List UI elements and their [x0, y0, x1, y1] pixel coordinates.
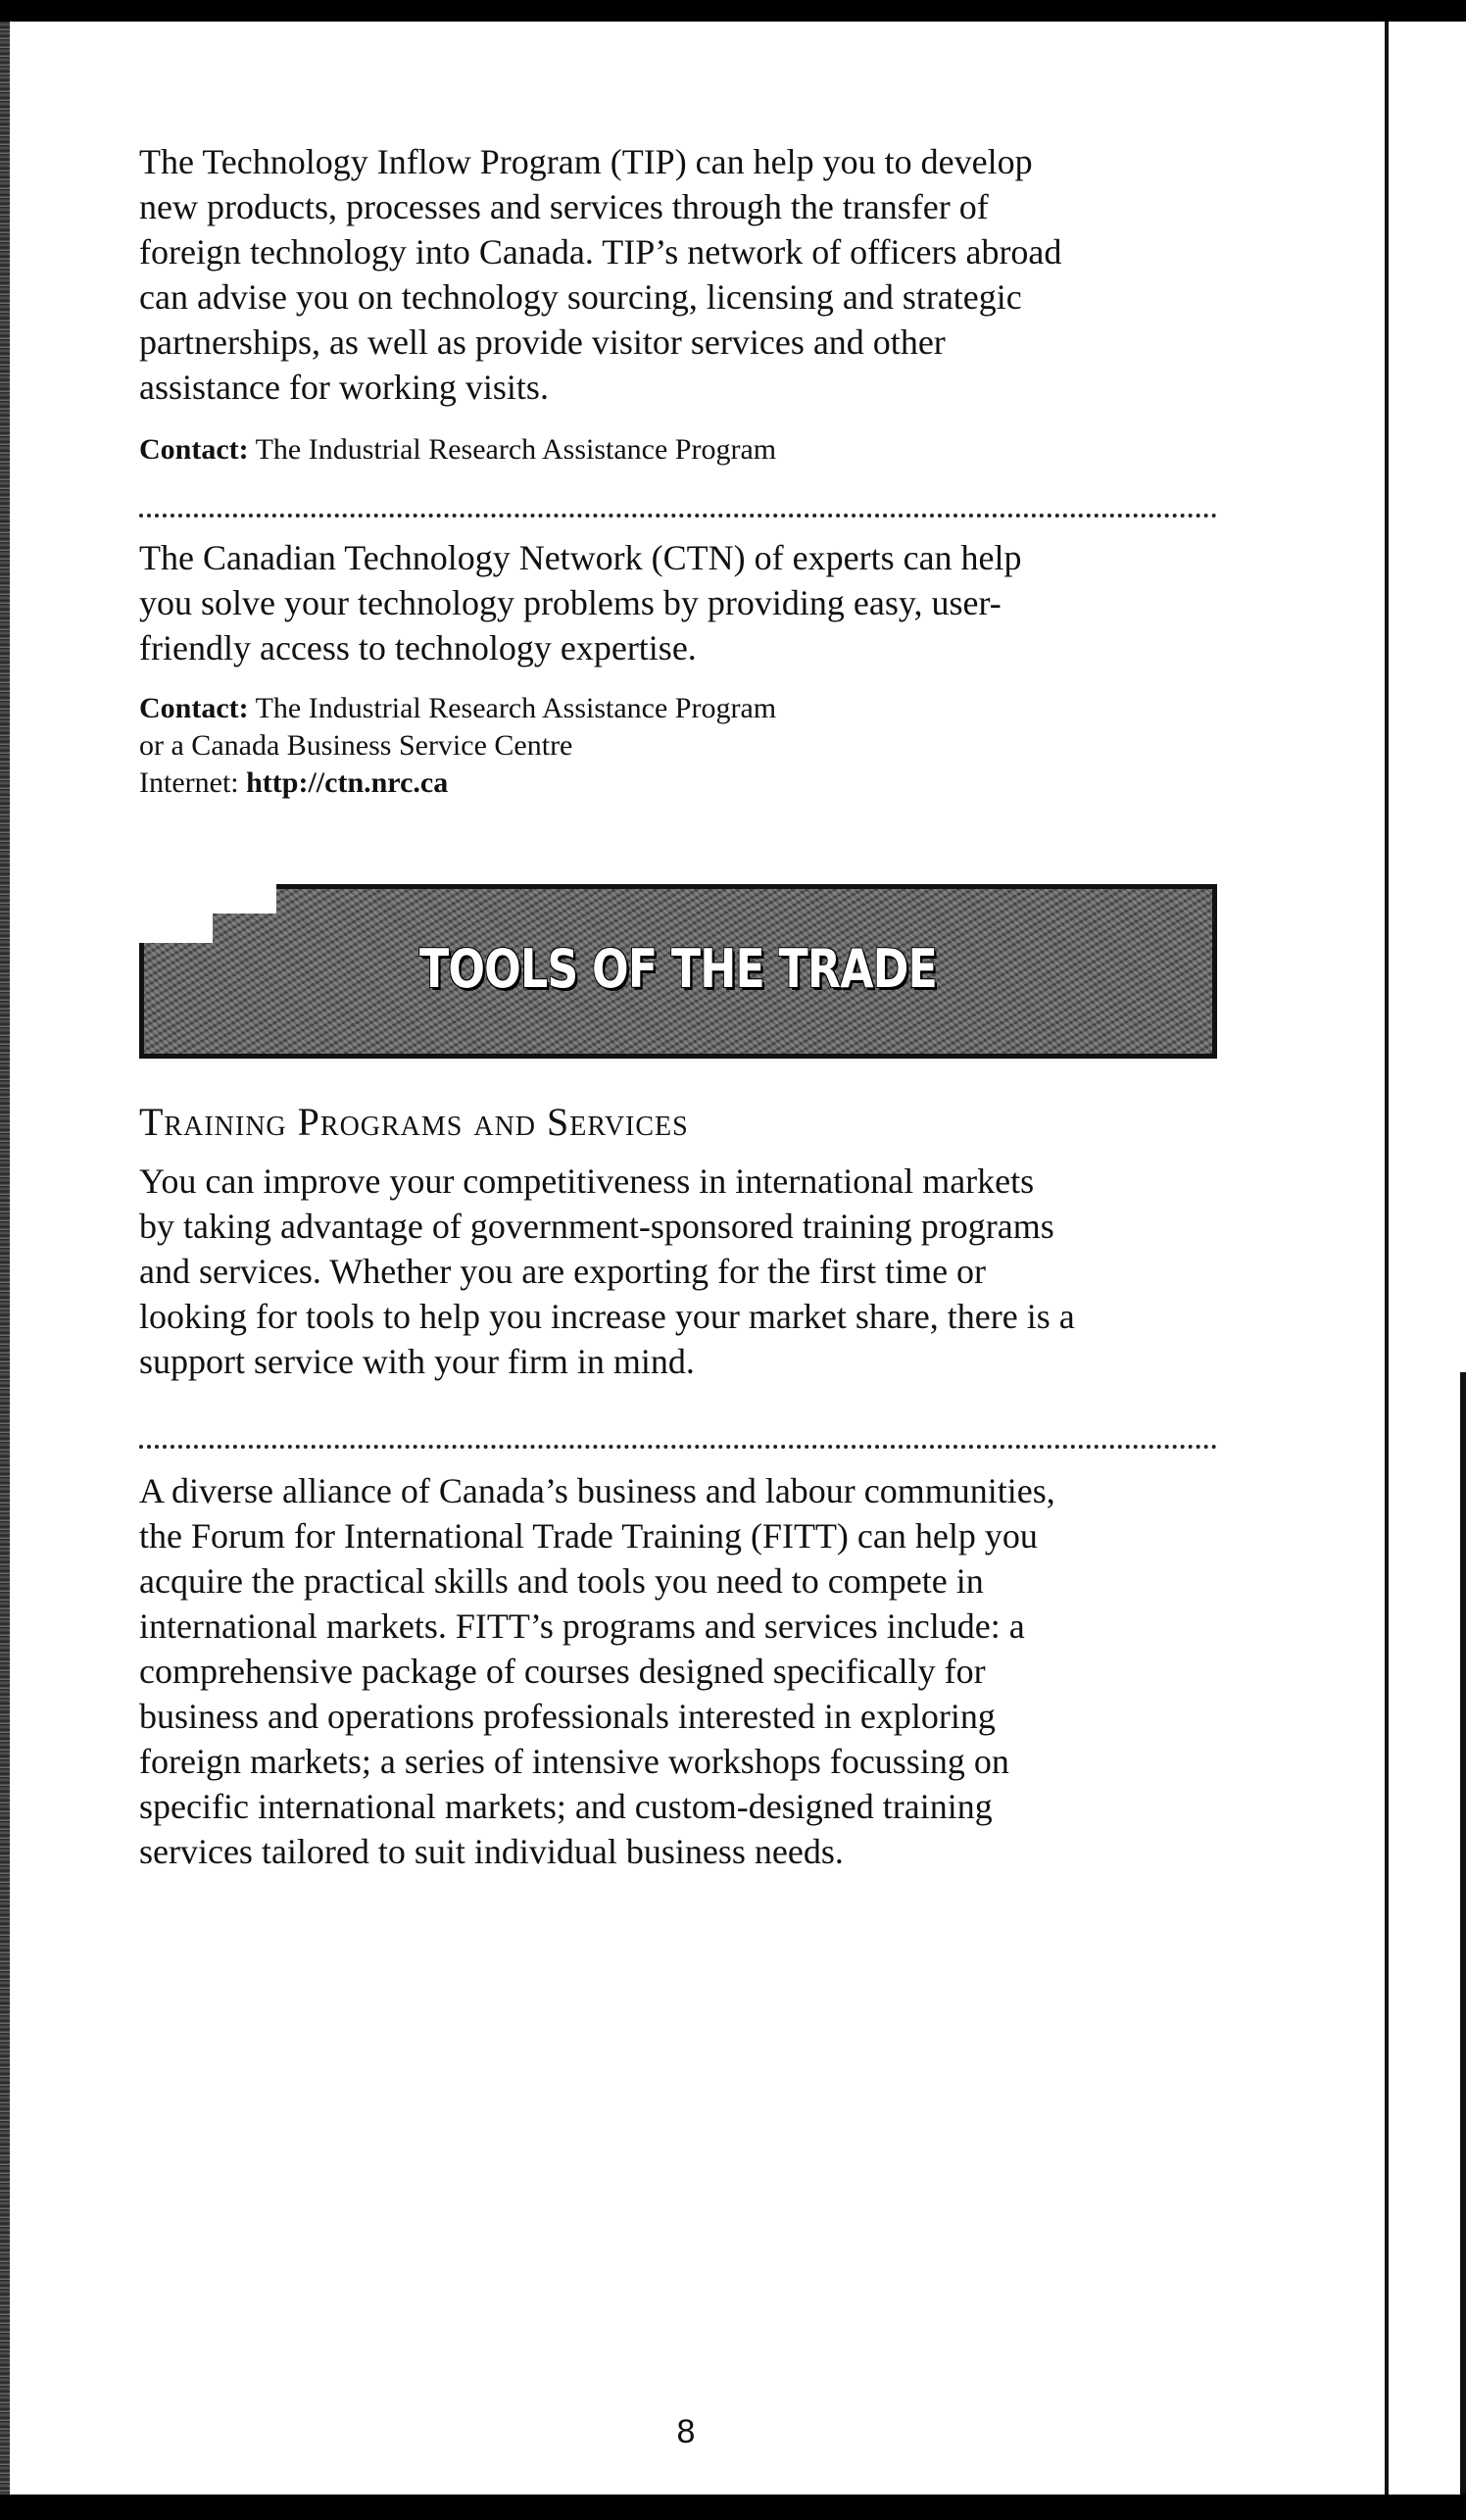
tip-contact [139, 431, 1217, 469]
dotted-divider [139, 1445, 1217, 1449]
tip-line: partnerships, as well as provide visitor services and other [139, 322, 946, 362]
fitt-line: acquire the practical skills and tools you need to compete in [139, 1561, 984, 1601]
training-line: looking for tools to help you increase your market share, there is a [139, 1297, 1075, 1336]
internet-url[interactable]: http://ctn.nrc.ca [246, 766, 449, 799]
fitt-line: foreign markets; a series of intensive workshops focussing on [139, 1742, 1009, 1781]
internet-label: Internet: [139, 766, 247, 799]
tip-line: new products, processes and services through the transfer of [139, 187, 989, 226]
ctn-section [139, 535, 1217, 802]
contact-text: The Industrial Research Assistance Program [248, 433, 777, 466]
training-section [139, 1159, 1237, 1384]
fitt-line: the Forum for International Trade Training (FITT) can help you [139, 1516, 1038, 1556]
scan-right-edge [1460, 1372, 1466, 2495]
scan-bottom-border [0, 2495, 1466, 2520]
dotted-divider [139, 514, 1217, 518]
ctn-line: friendly access to technology expertise. [139, 628, 697, 667]
ctn-line: The Canadian Technology Network (CTN) of experts can help [139, 538, 1022, 577]
training-line: support service with your firm in mind. [139, 1342, 695, 1381]
scan-right-margin [1394, 22, 1466, 2495]
ctn-line: you solve your technology problems by providing easy, user- [139, 583, 1002, 622]
banner-title: TOOLS OF THE TRADE [418, 938, 938, 1000]
training-line: and services. Whether you are exporting for the first time or [139, 1252, 987, 1291]
fitt-line: specific international markets; and custom-designed training [139, 1787, 993, 1826]
training-paragraph [139, 1159, 1237, 1384]
tip-section [139, 139, 1217, 469]
contact-label: Contact: [139, 433, 249, 466]
contact-label: Contact: [139, 692, 249, 724]
tip-line: foreign technology into Canada. TIP’s network of officers abroad [139, 232, 1062, 272]
scan-top-border [0, 0, 1466, 22]
tip-line: assistance for working visits. [139, 368, 549, 407]
scan-left-edge [0, 22, 10, 2495]
ctn-paragraph [139, 535, 1217, 670]
page-number: 8 [676, 2413, 696, 2450]
training-line: by taking advantage of government-sponsored training programs [139, 1207, 1054, 1246]
contact-line-2: or a Canada Business Service Centre [139, 729, 573, 762]
section-heading: Training Programs and Services [139, 1100, 689, 1144]
tip-line: The Technology Inflow Program (TIP) can help you to develop [139, 142, 1033, 181]
fitt-paragraph [139, 1468, 1237, 1874]
fitt-line: comprehensive package of courses designed specifically for [139, 1652, 986, 1691]
training-line: You can improve your competitiveness in international markets [139, 1161, 1035, 1201]
tip-line: can advise you on technology sourcing, licensing and strategic [139, 277, 1022, 317]
fitt-line: A diverse alliance of Canada’s business and labour communities, [139, 1471, 1055, 1510]
page-right-edge [1385, 22, 1389, 2495]
tip-paragraph [139, 139, 1217, 410]
fitt-line: business and operations professionals interested in exploring [139, 1697, 996, 1736]
ctn-contact [139, 690, 1217, 802]
fitt-section [139, 1468, 1237, 1874]
fitt-line: services tailored to suit individual business needs. [139, 1832, 844, 1871]
tools-of-the-trade-banner [139, 884, 1217, 1059]
fitt-line: international markets. FITT’s programs and services include: a [139, 1606, 1025, 1646]
contact-text: The Industrial Research Assistance Program [248, 692, 777, 724]
